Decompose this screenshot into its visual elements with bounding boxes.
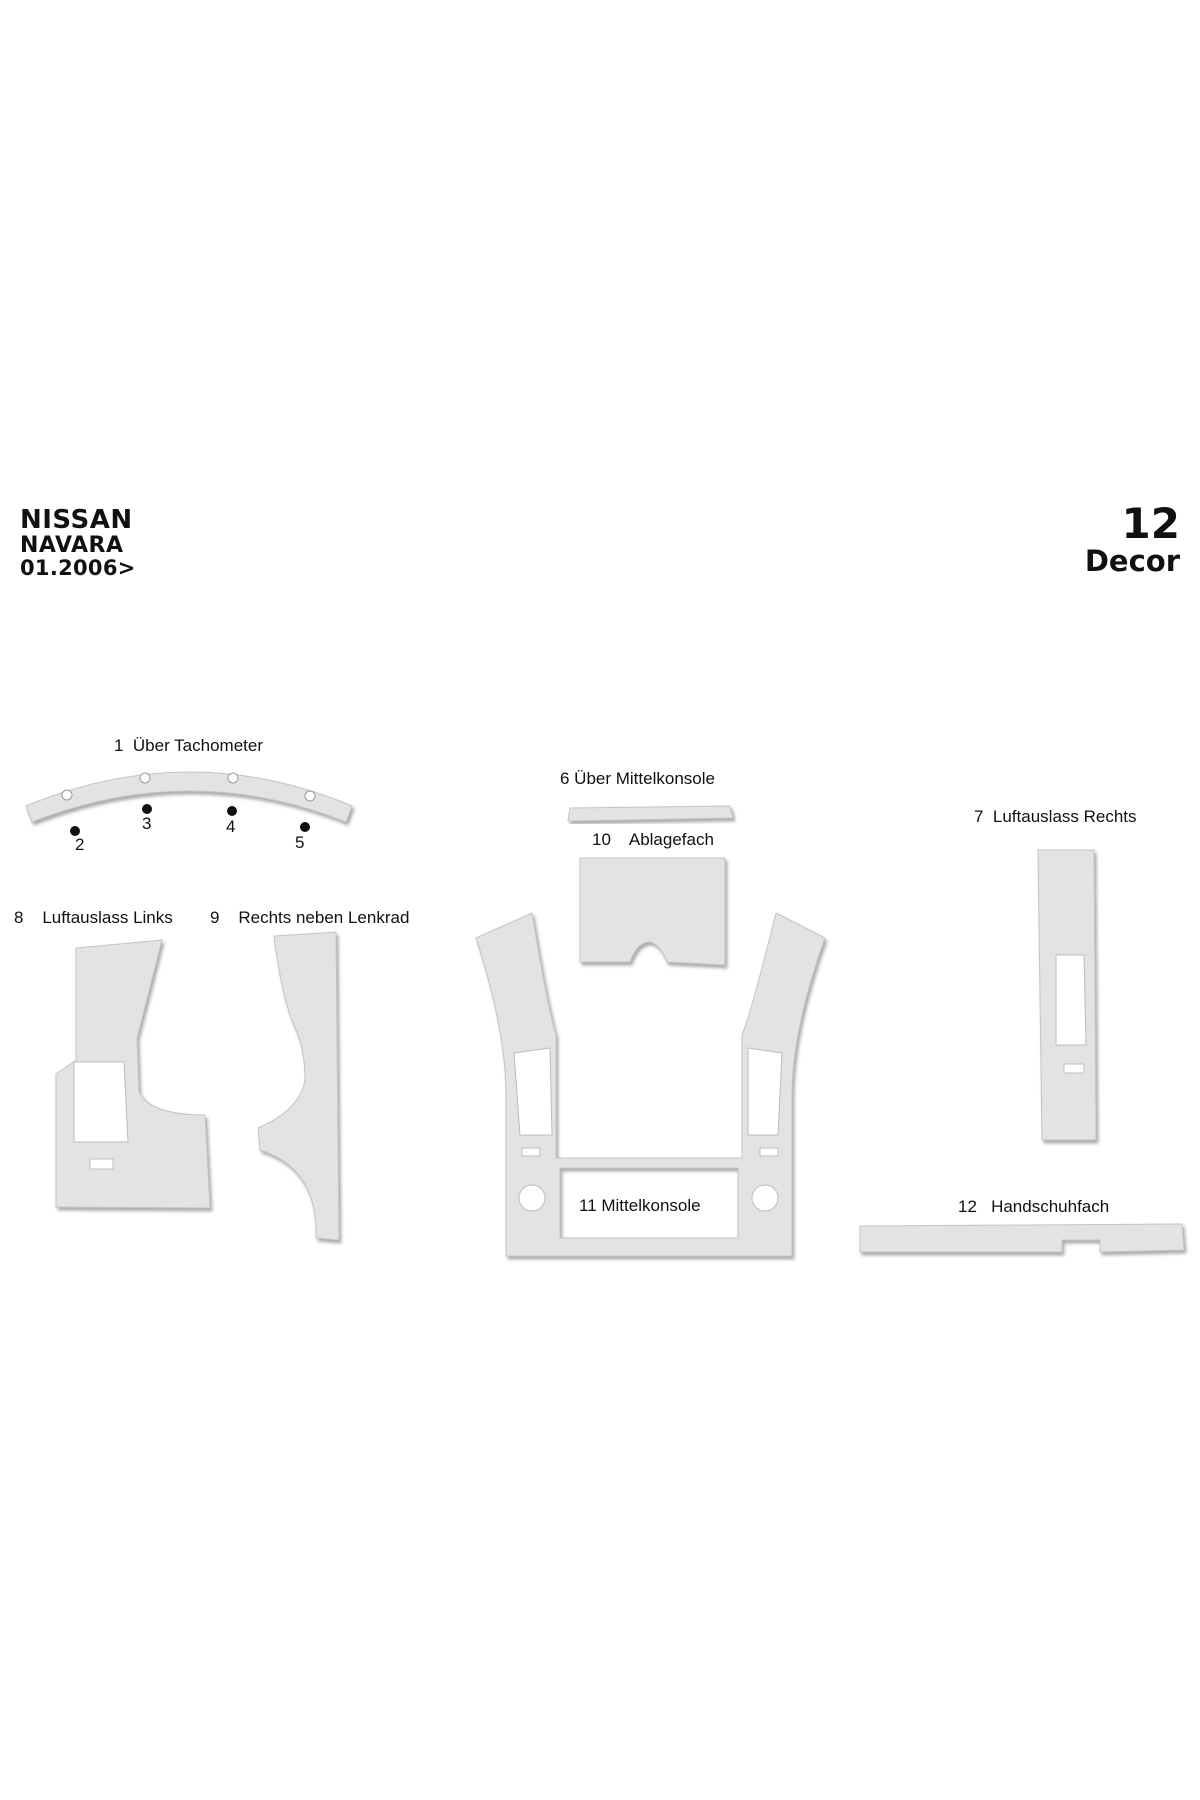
part-8-slot-cutout <box>90 1159 113 1169</box>
vehicle-year: 01.2006> <box>20 556 136 581</box>
mounting-points <box>70 804 310 854</box>
point-3-label: 3 <box>142 814 152 833</box>
part-9-right-of-steering-wheel <box>210 908 409 1240</box>
part-1-hole <box>305 791 315 801</box>
material-name: Decor <box>1084 544 1180 578</box>
vehicle-model: NAVARA <box>20 533 124 559</box>
part-12-shape <box>860 1224 1184 1252</box>
part-12-glove-box <box>860 1197 1184 1252</box>
part-11-right-vent-cutout <box>748 1048 782 1135</box>
part-11-label: 11 Mittelkonsole <box>579 1196 701 1215</box>
part-1-hole <box>140 773 150 783</box>
part-1-over-speedometer <box>26 736 352 822</box>
part-8-label: 8 Luftauslass Links <box>14 908 173 927</box>
part-1-hole <box>62 790 72 800</box>
part-11-right-knob-hole <box>752 1185 778 1211</box>
point-3-marker <box>142 804 152 814</box>
part-11-left-knob-hole <box>519 1185 545 1211</box>
part-7-vent-cutout <box>1056 955 1086 1045</box>
part-1-label: 1 Über Tachometer <box>114 736 263 755</box>
part-7-slot-cutout <box>1064 1064 1084 1073</box>
part-8-vent-left <box>14 908 210 1208</box>
part-11-right-slot-cutout <box>760 1148 778 1156</box>
part-10-storage-tray <box>580 830 725 965</box>
piece-count: 12 <box>1121 499 1180 548</box>
point-5-label: 5 <box>295 833 305 852</box>
part-8-vent-cutout <box>74 1062 128 1142</box>
part-6-over-center-console <box>560 769 733 821</box>
part-1-shape <box>26 772 352 822</box>
part-11-left-vent-cutout <box>514 1048 552 1135</box>
part-11-left-slot-cutout <box>522 1148 540 1156</box>
part-1-hole <box>228 773 238 783</box>
part-9-label: 9 Rechts neben Lenkrad <box>210 908 410 927</box>
vehicle-make: NISSAN <box>20 505 133 535</box>
part-7-vent-right <box>974 807 1137 1140</box>
point-2-label: 2 <box>75 835 85 854</box>
point-4-label: 4 <box>226 817 236 836</box>
part-10-label: 10 Ablagefach <box>592 830 714 849</box>
part-6-label: 6 Über Mittelkonsole <box>560 769 715 788</box>
part-6-shape <box>568 806 733 821</box>
part-10-shape <box>580 858 725 965</box>
part-9-shape <box>258 932 339 1240</box>
part-11-center-console <box>476 913 825 1256</box>
part-7-label: 7 Luftauslass Rechts <box>974 807 1137 826</box>
point-4-marker <box>227 806 237 816</box>
point-5-marker <box>300 822 310 832</box>
part-12-label: 12 Handschuhfach <box>958 1197 1110 1216</box>
